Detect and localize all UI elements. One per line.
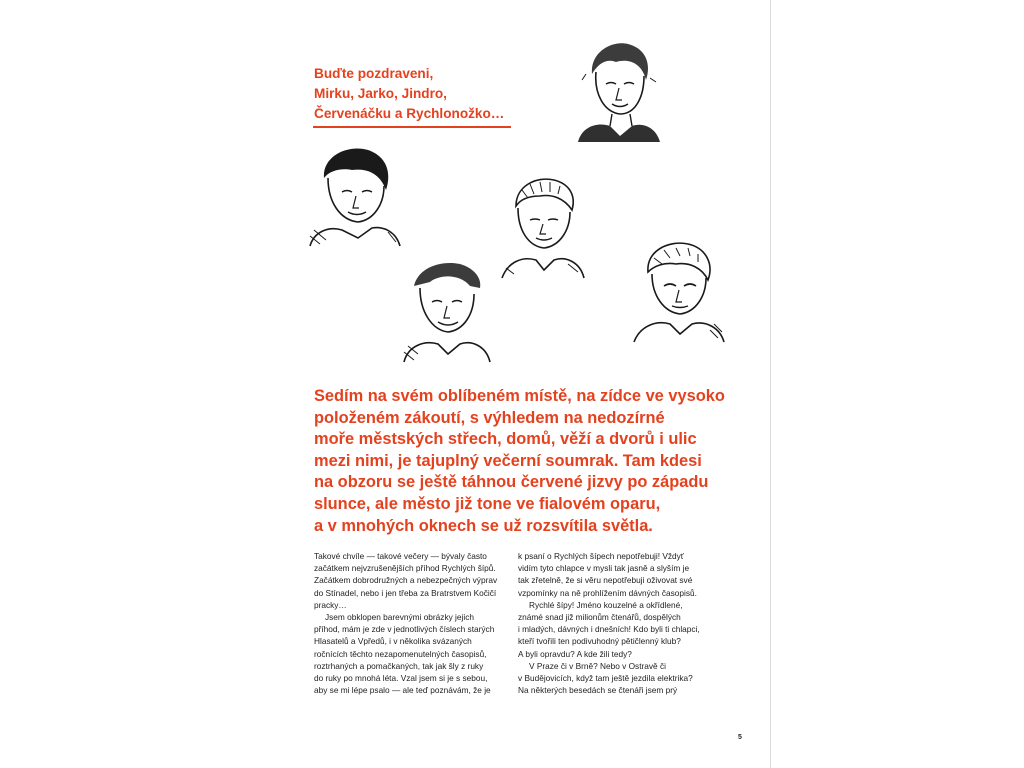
intro-line: položeném zákoutí, s výhledem na nedozírné bbox=[314, 408, 665, 427]
body-text-line: vidím tyto chlapce v mysli tak jasně a slyším je bbox=[518, 563, 690, 574]
body-text-line: známé snad již milionům čtenářů, dospělých bbox=[518, 612, 681, 623]
intro-paragraph bbox=[314, 386, 734, 537]
body-text-line: Jsem obklopen barevnými obrázky jejich bbox=[325, 612, 474, 623]
body-text-line: Hlasatelů a Vpředů, i v několika svázaných bbox=[314, 636, 472, 647]
portrait-right bbox=[630, 234, 726, 344]
portrait-center bbox=[496, 170, 588, 280]
body-text-line: roztrhaných a pomačkaných, tak jak šly z ruky bbox=[314, 660, 484, 671]
portrait-top-right bbox=[572, 34, 662, 144]
intro-line: na obzoru se ještě táhnou červené jizvy po západu bbox=[314, 473, 709, 492]
greeting-line: Mirku, Jarko, Jindro, bbox=[314, 86, 447, 101]
body-text-line: ročnících těchto nezapomenutelných časopisů, bbox=[314, 648, 487, 659]
body-text-line: Takové chvíle — takové večery — bývaly často bbox=[314, 551, 487, 561]
greeting-underline bbox=[313, 126, 511, 128]
greeting-line: Červenáčku a Rychlonožko… bbox=[314, 106, 505, 121]
body-text-line: příhod, mám je zde v jednotlivých číslech starých bbox=[314, 624, 495, 635]
intro-line: slunce, ale město již tone ve fialovém oparu, bbox=[314, 494, 661, 513]
body-column-right bbox=[518, 550, 718, 696]
portrait-left bbox=[306, 140, 406, 250]
body-text-line: vzpomínky na ně prohlížením dávných časopisů. bbox=[518, 587, 697, 598]
body-text-line: i mladých, dávných i dnešních! Kdo byli ti chlapci, bbox=[518, 624, 700, 635]
greeting-heading bbox=[314, 64, 544, 124]
body-text-line: v Budějovicích, když tam ještě jezdila elektrika? bbox=[518, 673, 693, 684]
body-column-left bbox=[314, 550, 514, 696]
body-text-line: do ruky po mnohá léta. Vzal jsem si je s sebou, bbox=[314, 673, 488, 684]
body-text-line: Rychlé šípy! Jméno kouzelné a okřídlené, bbox=[529, 599, 683, 610]
body-text-line: do Stínadel, nebo i jen třeba za Bratrstvem Kočičí bbox=[314, 587, 497, 598]
greeting-line: Buďte pozdraveni, bbox=[314, 66, 434, 81]
body-text-line: A byli opravdu? A kde žili tedy? bbox=[518, 648, 632, 659]
body-text-line: Začátkem dobrodružných a nebezpečných výprav bbox=[314, 575, 498, 586]
body-text-line: kteří tvořili ten podivuhodný pětičlenný klub? bbox=[518, 636, 681, 647]
intro-line: a v mnohých oknech se už rozsvítila světla. bbox=[314, 516, 653, 535]
body-text-line: Na některých besedách se čtenáři jsem prý bbox=[518, 685, 678, 696]
body-text-line: začátkem nejvzrušenějších příhod Rychlých šípů. bbox=[314, 563, 496, 574]
intro-line: Sedím na svém oblíbeném místě, na zídce ve vysoko bbox=[314, 387, 725, 405]
body-text-line: pracky… bbox=[314, 599, 347, 610]
body-text-line: k psaní o Rychlých šípech nepotřebuji! Vždyť bbox=[518, 551, 684, 561]
portrait-bottom bbox=[400, 252, 492, 364]
intro-line: moře městských střech, domů, věží a dvorů i ulic bbox=[314, 430, 697, 449]
body-text-line: V Praze či v Brně? Nebo v Ostravě či bbox=[529, 660, 666, 671]
book-page bbox=[266, 0, 771, 768]
intro-line: mezi nimi, je tajuplný večerní soumrak. Tam kdesi bbox=[314, 451, 702, 470]
page-number: 5 bbox=[738, 734, 742, 741]
body-text-line: aby se mi lépe psalo — ale teď poznávám, že je bbox=[314, 685, 491, 696]
body-text-line: tak zřetelně, že si věru nepotřebuji oživovat své bbox=[518, 575, 693, 586]
